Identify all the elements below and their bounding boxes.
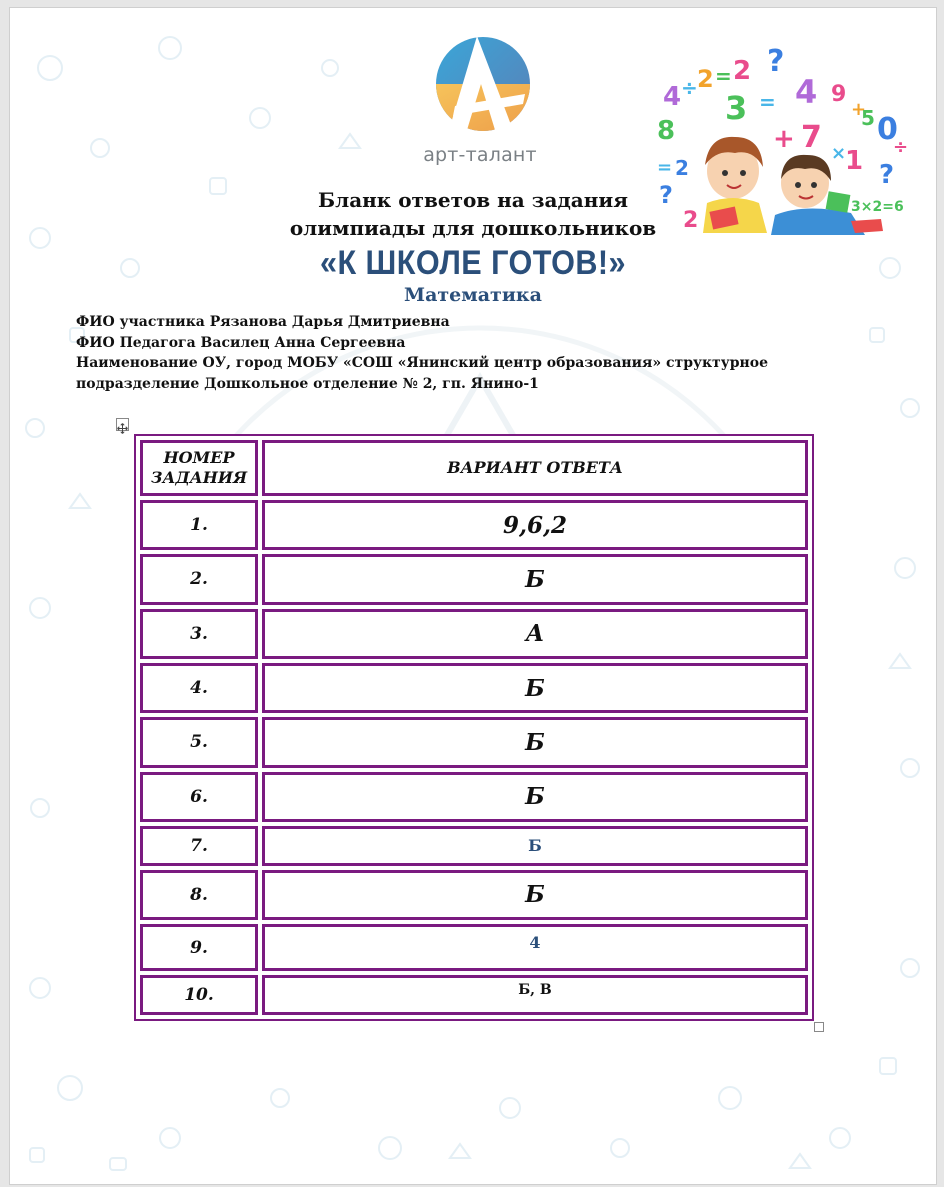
answer-cell[interactable]: Б bbox=[262, 772, 808, 822]
answers-table bbox=[134, 434, 814, 1021]
kids-art-number: 7 bbox=[801, 120, 822, 155]
task-number-cell[interactable]: 3. bbox=[140, 609, 258, 659]
table-row bbox=[140, 500, 808, 550]
answer-cell[interactable]: Б bbox=[262, 717, 808, 767]
olympiad-title: «К ШКОЛЕ ГОТОВ!» bbox=[319, 244, 627, 282]
kids-art-number: + bbox=[851, 99, 867, 120]
kids-art-number: 2 bbox=[683, 208, 699, 233]
move-arrows-icon bbox=[117, 423, 128, 434]
kids-art-number: 0 bbox=[877, 112, 898, 147]
table-row bbox=[140, 924, 808, 971]
kids-art-number: 2 bbox=[675, 156, 689, 180]
answer-cell[interactable]: Б bbox=[262, 870, 808, 920]
answer-cell[interactable]: Б bbox=[262, 663, 808, 713]
subject-title: Математика bbox=[404, 284, 542, 306]
organization-line-2: подразделение Дошкольное отделение № 2, гп. Янино-1 bbox=[76, 375, 539, 392]
header-task-number-line-1: НОМЕР bbox=[163, 448, 235, 467]
kids-art-number: 9 bbox=[831, 82, 847, 107]
document-page bbox=[10, 8, 936, 1184]
title-line-1: Бланк ответов на задания bbox=[318, 188, 628, 212]
kids-art-number: 2 bbox=[697, 65, 714, 93]
table-row bbox=[140, 772, 808, 822]
kids-art-number: = bbox=[657, 157, 673, 178]
task-number-cell[interactable]: 4. bbox=[140, 663, 258, 713]
answer-cell[interactable]: 4 bbox=[262, 924, 808, 971]
table-move-handle[interactable] bbox=[116, 418, 129, 431]
table-row bbox=[140, 870, 808, 920]
kids-art-number: ? bbox=[879, 160, 895, 190]
kids-art-number: × bbox=[831, 143, 847, 164]
task-number-cell[interactable]: 2. bbox=[140, 554, 258, 604]
kids-art-number: ÷ bbox=[893, 137, 909, 158]
table-resize-handle[interactable] bbox=[814, 1022, 824, 1032]
kids-art-number: 4 bbox=[795, 73, 818, 111]
kids-art-number: = bbox=[715, 64, 732, 88]
answer-cell[interactable]: Б, В bbox=[262, 975, 808, 1015]
kids-art-number: = bbox=[759, 90, 776, 114]
header-task-number[interactable] bbox=[140, 440, 258, 496]
table-row bbox=[140, 609, 808, 659]
participant-info bbox=[76, 312, 796, 394]
logo-text: арт-талант bbox=[423, 144, 537, 166]
task-number-cell[interactable]: 1. bbox=[140, 500, 258, 550]
task-number-cell[interactable]: 8. bbox=[140, 870, 258, 920]
table-row bbox=[140, 663, 808, 713]
table-row bbox=[140, 554, 808, 604]
organization-line-1: Наименование ОУ, город МОБУ «СОШ «Янинский центр образования» структурное bbox=[76, 355, 768, 371]
kids-art-number: ? bbox=[659, 181, 673, 209]
table-row bbox=[140, 826, 808, 866]
header-answer-variant[interactable]: ВАРИАНТ ОТВЕТА bbox=[262, 440, 808, 496]
kids-art-number: ÷ bbox=[681, 76, 698, 100]
kids-art-number: 2 bbox=[733, 56, 752, 86]
teacher-name: ФИО Педагога Василец Анна Сергеевна bbox=[76, 334, 406, 351]
task-number-cell[interactable]: 6. bbox=[140, 772, 258, 822]
kids-art-number: 8 bbox=[657, 116, 676, 146]
task-number-cell[interactable]: 9. bbox=[140, 924, 258, 971]
kids-art-number: ? bbox=[767, 44, 785, 79]
answer-cell[interactable]: А bbox=[262, 609, 808, 659]
answer-cell[interactable]: Б bbox=[262, 826, 808, 866]
task-number-cell[interactable]: 10. bbox=[140, 975, 258, 1015]
table-header-row bbox=[140, 440, 808, 496]
header-task-number-line-2: ЗАДАНИЯ bbox=[150, 468, 248, 487]
table-row bbox=[140, 975, 808, 1015]
participant-name: ФИО участника Рязанова Дарья Дмитриевна bbox=[76, 314, 450, 330]
task-number-cell[interactable]: 7. bbox=[140, 826, 258, 866]
kids-art-number: 4 bbox=[663, 82, 682, 112]
kids-art-number: 5 bbox=[861, 106, 875, 130]
kids-art-number: + bbox=[773, 124, 795, 154]
table-row bbox=[140, 717, 808, 767]
task-number-cell[interactable]: 5. bbox=[140, 717, 258, 767]
title-line-2: олимпиады для дошкольников bbox=[289, 216, 657, 240]
kids-art-number: 1 bbox=[845, 146, 864, 176]
kids-art-number: 3×2=6 bbox=[851, 199, 904, 215]
answer-cell[interactable]: 9,6,2 bbox=[262, 500, 808, 550]
kids-math-illustration bbox=[655, 43, 910, 243]
kids-art-number: 3 bbox=[725, 89, 748, 127]
answer-cell[interactable]: Б bbox=[262, 554, 808, 604]
